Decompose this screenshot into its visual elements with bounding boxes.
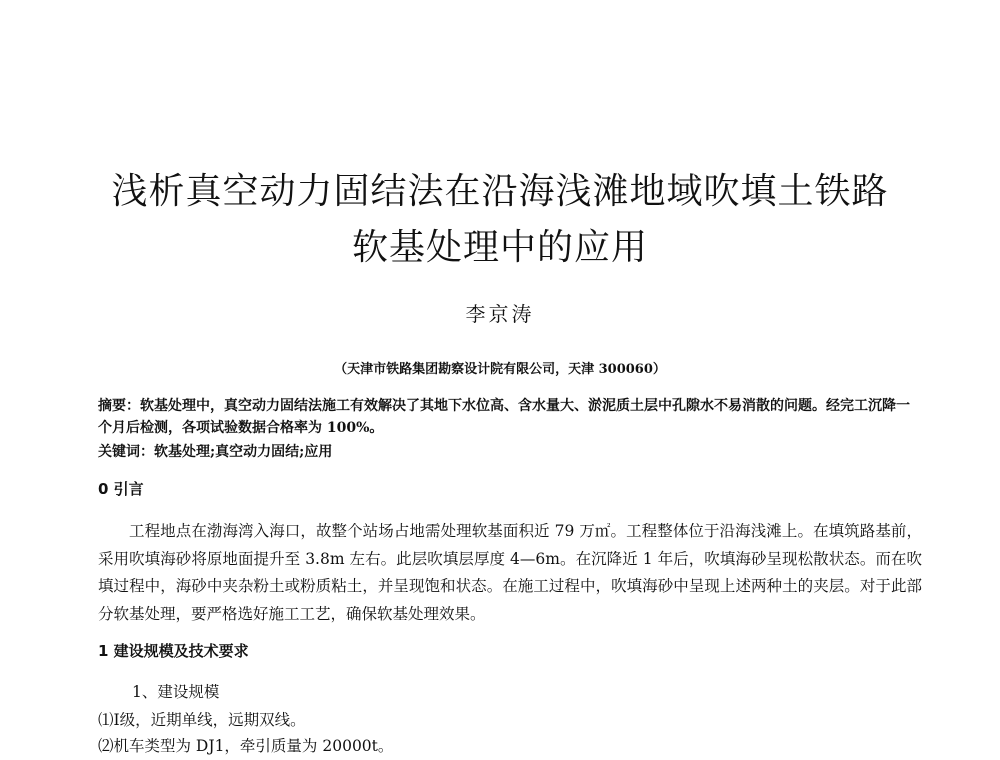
abstract-text: 软基处理中，真空动力固结法施工有效解决了其地下水位高、含水量大、淤泥质土层中孔隙水不易消散的问题。经完工沉降一个月后检测，各项试验数据合格率为 100%。 <box>98 398 910 436</box>
keywords <box>98 442 918 462</box>
subsection-heading-construction-scale: 1、建设规模 <box>132 683 220 701</box>
author-name: 李京涛 <box>465 302 535 326</box>
introduction-paragraph: 工程地点在渤海湾入海口，故整个站场占地需处理软基面积近 79 万㎡。工程整体位于沿海浅滩上。在填筑路基前，采用吹填海砂将原地面提升至 3.8m 左右。此层吹填层厚度 4—6m。在沉降近 1 年后，吹填海砂呈现松散状态。而在吹填过程中，海砂中夹杂粉土或粉质粘土，并呈现饱和状态。在施工过程中，吹填海砂中呈现上述两种土的夹层。对于此部分软基处理，要严格选好施工工艺，确保软基处理效果。 <box>98 522 922 623</box>
section-heading-construction-scale: 1 建设规模及技术要求 <box>98 642 249 660</box>
paper-title-line-2: 软基处理中的应用 <box>351 227 648 268</box>
keywords-text: 软基处理;真空动力固结;应用 <box>154 444 333 460</box>
section-heading-introduction: 0 引言 <box>98 480 144 498</box>
list-item: ⑵机车类型为 DJ1，牵引质量为 20000t。 <box>98 737 394 755</box>
list-item: ⑴Ⅰ级，近期单线，远期双线。 <box>98 711 306 729</box>
paper-title-line-1: 浅析真空动力固结法在沿海浅滩地域吹填土铁路 <box>111 171 889 212</box>
abstract-label: 摘要： <box>98 398 140 414</box>
abstract <box>98 395 918 439</box>
keywords-label: 关键词： <box>98 444 154 460</box>
author-affiliation: （天津市铁路集团勘察设计院有限公司，天津 300060） <box>334 362 666 377</box>
